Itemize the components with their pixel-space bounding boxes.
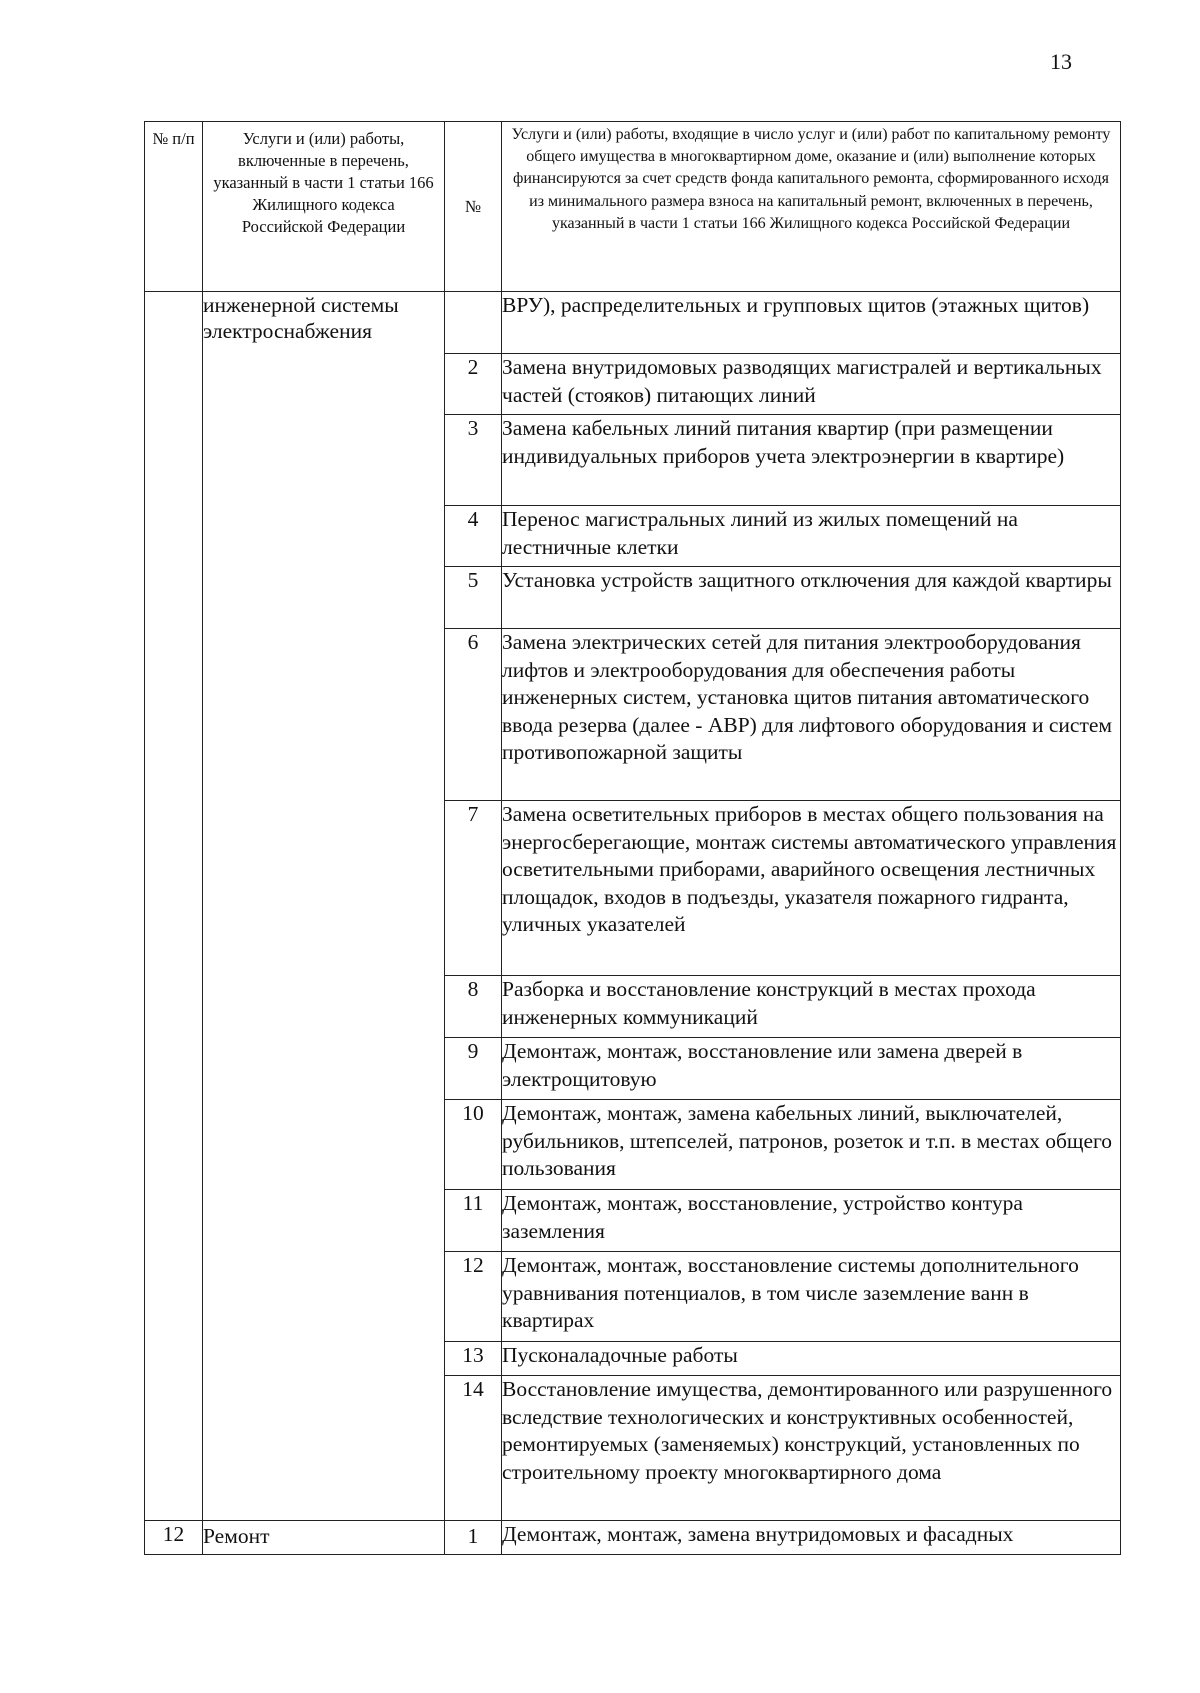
row-text: Демонтаж, монтаж, замена кабельных линий, выключателей, рубильников, штепселей, патронов, розеток и т.п. в местах общего пользования bbox=[502, 1100, 1121, 1190]
row-num: 12 bbox=[445, 1252, 502, 1342]
row-num: 1 bbox=[445, 1521, 502, 1555]
group-np-cell: 12 bbox=[145, 1521, 203, 1555]
header-services: Услуги и (или) работы, включенные в перечень, указанный в части 1 статьи 166 Жилищного кодекса Российской Федерации bbox=[203, 122, 445, 292]
row-num: 9 bbox=[445, 1038, 502, 1100]
row-text: Разборка и восстановление конструкций в местах прохода инженерных коммуникаций bbox=[502, 976, 1121, 1038]
row-text: Замена осветительных приборов в местах общего пользования на энергосберегающие, монтаж системы автоматического управления осветительными приборами, аварийного освещения лестничных площадок, входов в подъезды, указателя пожарного гидранта, уличных указателей bbox=[502, 801, 1121, 976]
row-num: 11 bbox=[445, 1190, 502, 1252]
row-text: Демонтаж, монтаж, восстановление, устройство контура заземления bbox=[502, 1190, 1121, 1252]
group-service-cell: Ремонт bbox=[203, 1521, 445, 1555]
row-num: 7 bbox=[445, 801, 502, 976]
row-text: Пусконаладочные работы bbox=[502, 1342, 1121, 1376]
works-table bbox=[144, 121, 1121, 1555]
row-num: 2 bbox=[445, 354, 502, 415]
row-text: Демонтаж, монтаж, восстановление или замена дверей в электрощитовую bbox=[502, 1038, 1121, 1100]
table-header-row bbox=[145, 122, 1121, 292]
row-text: Замена электрических сетей для питания электрооборудования лифтов и электрооборудования для обеспечения работы инженерных систем, установка щитов питания автоматического ввода резерва (далее - АВР) для лифтового оборудования и систем противопожарной защиты bbox=[502, 629, 1121, 801]
row-text: Демонтаж, монтаж, восстановление системы дополнительного уравнивания потенциалов, в том числе заземление ванн в квартирах bbox=[502, 1252, 1121, 1342]
row-num bbox=[445, 292, 502, 354]
row-num: 4 bbox=[445, 506, 502, 567]
page-number: 13 bbox=[1050, 49, 1072, 74]
row-num: 8 bbox=[445, 976, 502, 1038]
row-num: 13 bbox=[445, 1342, 502, 1376]
table-row bbox=[145, 292, 1121, 354]
row-num: 10 bbox=[445, 1100, 502, 1190]
header-works: Услуги и (или) работы, входящие в число услуг и (или) работ по капитальному ремонту общего имущества в многоквартирном доме, оказание и (или) выполнение которых финансируются за счет средств фонда капитального ремонта, сформированного исходя из минимального размера взноса на капитальный ремонт, включенных в перечень, указанный в части 1 статьи 166 Жилищного кодекса Российской Федерации bbox=[502, 122, 1121, 292]
row-text: Замена кабельных линий питания квартир (при размещении индивидуальных приборов учета электроэнергии в квартире) bbox=[502, 415, 1121, 506]
row-text: Установка устройств защитного отключения для каждой квартиры bbox=[502, 567, 1121, 629]
row-text: ВРУ), распределительных и групповых щитов (этажных щитов) bbox=[502, 292, 1121, 354]
row-text: Восстановление имущества, демонтированного или разрушенного вследствие технологических и конструктивных особенностей, ремонтируемых (заменяемых) конструкций, установленных по строительному проекту многоквартирного дома bbox=[502, 1376, 1121, 1521]
header-num: № bbox=[445, 122, 502, 292]
row-num: 5 bbox=[445, 567, 502, 629]
row-text: Перенос магистральных линий из жилых помещений на лестничные клетки bbox=[502, 506, 1121, 567]
header-np: № п/п bbox=[145, 122, 203, 292]
group-np-cell bbox=[145, 292, 203, 1521]
row-num: 14 bbox=[445, 1376, 502, 1521]
row-text: Замена внутридомовых разводящих магистралей и вертикальных частей (стояков) питающих линий bbox=[502, 354, 1121, 415]
row-num: 3 bbox=[445, 415, 502, 506]
row-text: Демонтаж, монтаж, замена внутридомовых и фасадных bbox=[502, 1521, 1121, 1555]
row-num: 6 bbox=[445, 629, 502, 801]
table-row bbox=[145, 1521, 1121, 1555]
group-service-cell: инженерной системы электроснабжения bbox=[203, 292, 445, 1521]
